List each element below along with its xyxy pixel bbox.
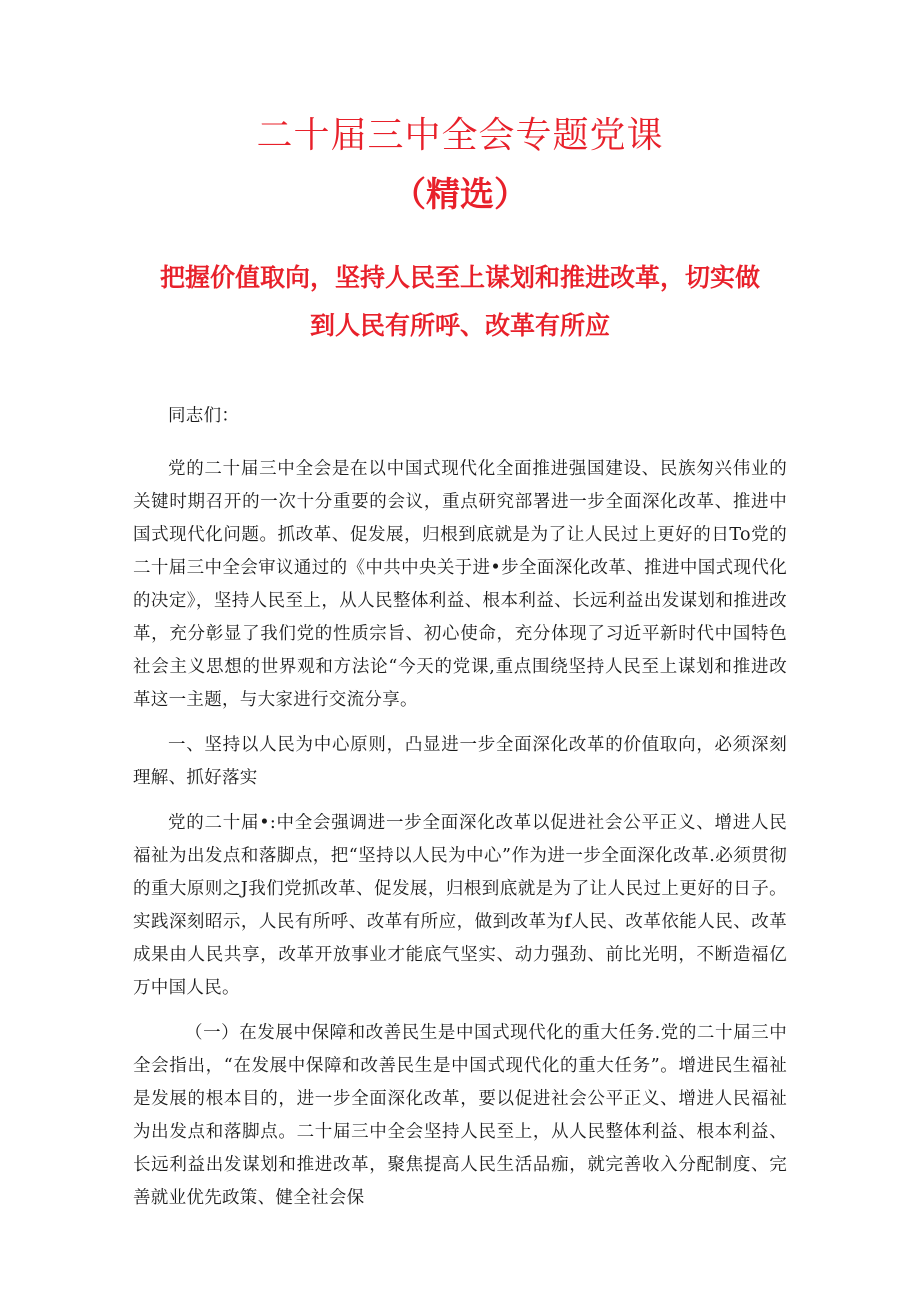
section-1-paragraph: 党的二十届•:中全会强调进一步全面深化改革以促进社会公平正义、增进人民福祉为出发点和落脚点，把“坚持以人民为中心”作为进一步全面深化改革.必须贯彻的重大原则之J我们党抓改革、促发展，归根到底就是为了让人民过上更好的日子。实践深刻昭示，人民有所呼、改革有所应，做到改革为f人民、改革依能人民、改革成果由人民共享，改革开放事业才能底气坚实、动力强劲、前比光明，不断造福亿万中国人民。 (133, 813, 787, 998)
document-subtitle: （精选） (392, 175, 528, 215)
intro-paragraph: 党的二十届三中全会是在以中国式现代化全面推进强国建设、民族匆兴伟业的关键时期召开的一次十分重要的会议，重点研究部署进一步全面深化改革、推进中国式现代化问题。抓改革、促发展，归根到底就是为了让人民过上更好的日To党的二十届三中全会审议通过的《中共中央关于进•步全面深化改革、推进中国式现代化的决定》，坚持人民至上，从人民整体利益、根本利益、长远利益出发谋划和推进改革，充分彰显了我们党的性质宗旨、初心使命，充分体现了习近平新时代中国特色社会主义思想的世界观和方法论“今天的党课,重点围绕坚持人民至上谋划和推进改革这一主题，与大家进行交流分享。 (133, 459, 787, 710)
section-1-heading: 一、坚持以人民为中心原则，凸显进一步全面深化改革的价值取向，必须深刻理解、抓好落实 (133, 735, 787, 788)
greeting: 同志们： (168, 406, 240, 426)
document-body (133, 400, 787, 1227)
lecture-theme-heading: 把握价值取向，坚持人民至上谋划和推进改革，切实做到人民有所呼、改革有所应 (159, 263, 760, 340)
document-title: 二十届三中全会专题党课 (256, 115, 664, 156)
subsection-1-paragraph: （一）在发展中保障和改善民生是中国式现代化的重大任务.党的二十届三中全会指出，“在发展中保障和改善民生是中国式现代化的重大任务”。增进民生福祉是发展的根本目的，进一步全面深化改革，要以促进社会公平正义、增进人民福祉为出发点和落脚点。二十届三中全会坚持人民至上，从人民整体利益、根本利益、长远利益出发谋划和推进改革，聚焦提高人民生活品痂，就完善收入分配制度、完善就业优先政策、健全社会保 (133, 1023, 787, 1208)
